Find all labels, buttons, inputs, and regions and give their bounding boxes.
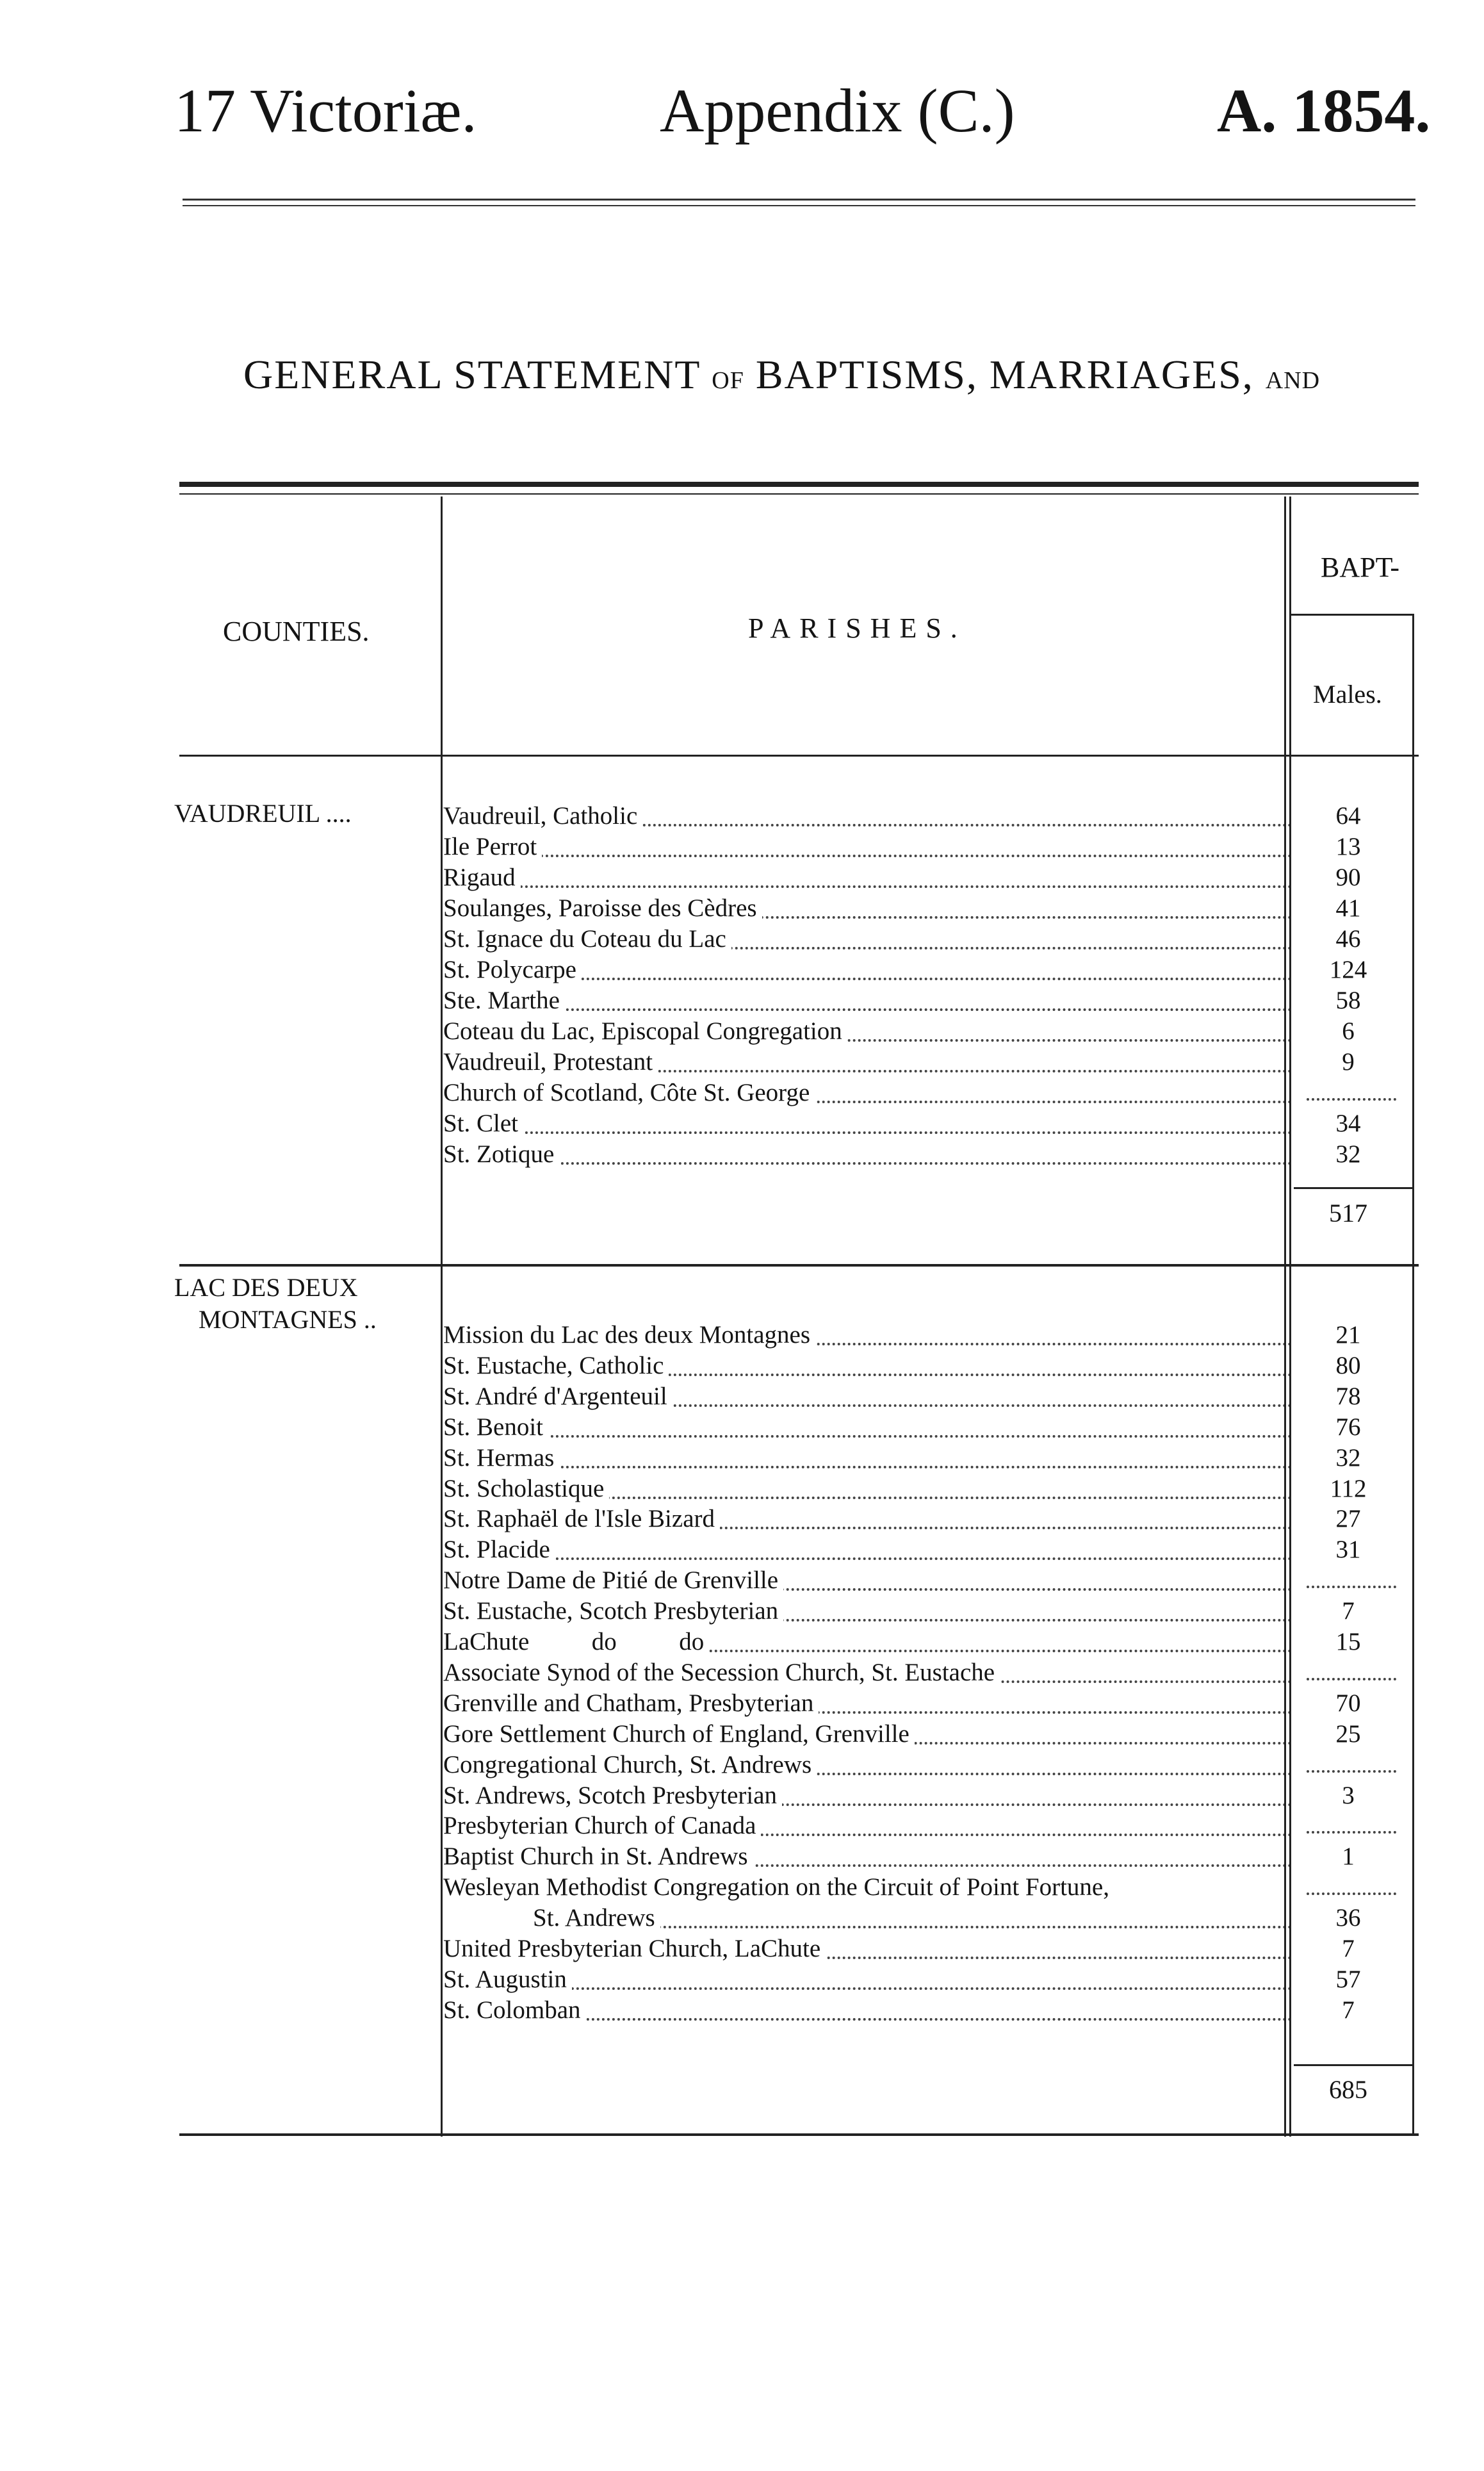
males-count: 80: [1335, 1352, 1361, 1379]
parish-name: [443, 1750, 1292, 1780]
parish-label: St. Andrews: [443, 1904, 660, 1932]
table-row: [443, 1078, 1292, 1108]
parish-label: Gore Settlement Church of England, Grenville: [443, 1720, 915, 1748]
parish-label: St. Augustin: [443, 1966, 572, 1993]
table-top-rule: [179, 482, 1419, 487]
males-count: [1300, 1657, 1396, 1688]
males-count: 124: [1329, 956, 1367, 983]
table-row: [443, 1964, 1292, 1995]
table-row: [443, 832, 1292, 862]
table-row: [443, 1474, 1292, 1504]
males-count: 78: [1335, 1383, 1361, 1410]
parish-name: [443, 1627, 1292, 1657]
parish-label: Associate Synod of the Secession Church, St. Eustache: [443, 1659, 1000, 1686]
parish-label: Ile Perrot: [443, 833, 542, 860]
parish-name: [443, 862, 1292, 893]
parish-name: [443, 1108, 1292, 1139]
parish-label: Soulanges, Paroisse des Cèdres: [443, 894, 762, 922]
parish-label: St. André d'Argenteuil: [443, 1383, 673, 1410]
males-count: 32: [1335, 1444, 1361, 1472]
parish-name: [443, 1872, 1292, 1903]
parish-label: St. Benoit: [443, 1413, 548, 1441]
table-row: [443, 924, 1292, 955]
parish-label: Wesleyan Methodist Congregation on the Circuit of Point Fortune,: [443, 1873, 1114, 1901]
parish-name: [443, 1964, 1292, 1995]
parish-name: [443, 985, 1292, 1016]
column-divider-parishes: [441, 497, 443, 2137]
males-count: 13: [1335, 833, 1361, 860]
parish-label: St. Colomban: [443, 1996, 586, 2024]
parish-name: [443, 801, 1292, 832]
parish-name: [443, 955, 1292, 985]
males-count: 15: [1335, 1628, 1361, 1655]
table-row: [443, 1320, 1292, 1350]
parish-name: [443, 1810, 1292, 1841]
parish-name: [443, 1596, 1292, 1627]
table-row: [443, 1381, 1292, 1412]
page-title: [243, 351, 1320, 398]
males-count: 64: [1335, 802, 1361, 830]
table-row: [443, 1780, 1292, 1811]
table-row: [443, 1596, 1292, 1627]
total-montagnes: 685: [1329, 2075, 1367, 2104]
section-divider: [179, 1264, 1419, 1267]
parish-name: [443, 1443, 1292, 1474]
title-part-4: AND: [1265, 367, 1321, 394]
parish-name: [443, 1139, 1292, 1170]
parish-name: [443, 1933, 1292, 1964]
parish-label: St. Andrews, Scotch Presbyterian: [443, 1782, 782, 1809]
males-count: 58: [1335, 987, 1361, 1014]
parish-label: St. Eustache, Scotch Presbyterian: [443, 1597, 783, 1625]
table-row: [443, 1995, 1292, 2026]
parish-label: St. Polycarpe: [443, 956, 582, 983]
males-count: 6: [1342, 1017, 1355, 1045]
table-row: [443, 1412, 1292, 1443]
table-row: [443, 1047, 1292, 1078]
parish-label: Notre Dame de Pitié de Grenville: [443, 1566, 783, 1594]
table-row: [443, 1688, 1292, 1719]
parish-label: Vaudreuil, Catholic: [443, 802, 642, 830]
parish-name: [443, 1412, 1292, 1443]
total-vaudreuil: 517: [1329, 1199, 1367, 1227]
table-top-rule-thin: [179, 493, 1419, 495]
title-part-3: BAPTISMS, MARRIAGES,: [744, 352, 1266, 397]
parish-label: St. Eustache, Catholic: [443, 1352, 669, 1379]
parish-label: Congregational Church, St. Andrews: [443, 1751, 817, 1778]
males-count: [1300, 1565, 1396, 1596]
column-divider-right: [1412, 615, 1414, 2133]
males-count: 21: [1335, 1321, 1361, 1349]
males-count: 90: [1335, 864, 1361, 891]
parish-name: [443, 1565, 1292, 1596]
table-row: [443, 985, 1292, 1016]
parish-name: [443, 1995, 1292, 2026]
males-count: 7: [1342, 1996, 1355, 2024]
table-row: [443, 1933, 1292, 1964]
parish-label: LaChute do do: [443, 1628, 709, 1655]
header-bottom-rule: [179, 755, 1419, 757]
parish-name: [443, 1688, 1292, 1719]
table-row: [443, 1504, 1292, 1534]
table-row: [443, 1810, 1292, 1841]
males-count: 57: [1335, 1966, 1361, 1993]
males-count: 36: [1335, 1904, 1361, 1932]
parish-label: St. Zotique: [443, 1140, 559, 1168]
parish-name: [443, 1903, 1292, 1933]
parish-name: [443, 924, 1292, 955]
header-rule-double: [183, 205, 1415, 206]
parish-label: Presbyterian Church of Canada: [443, 1812, 761, 1839]
table-row: [443, 1350, 1292, 1381]
males-count: 112: [1330, 1475, 1367, 1502]
parish-label: Mission du Lac des deux Montagnes: [443, 1321, 815, 1349]
males-count: 7: [1342, 1935, 1355, 1962]
table-row: [443, 1139, 1292, 1170]
parish-label: United Presbyterian Church, LaChute: [443, 1935, 826, 1962]
county-vaudreuil: VAUDREUIL ....: [174, 799, 352, 828]
males-count: 70: [1335, 1689, 1361, 1717]
parish-label: Baptist Church in St. Andrews: [443, 1843, 753, 1870]
parish-name: [443, 1841, 1292, 1872]
table-row: [443, 1872, 1292, 1903]
parish-label: St. Ignace du Coteau du Lac: [443, 925, 731, 953]
males-count: 34: [1335, 1110, 1361, 1137]
parish-name: [443, 1504, 1292, 1534]
parish-name: [443, 1657, 1292, 1688]
table-row: [443, 862, 1292, 893]
parish-name: [443, 893, 1292, 924]
parish-name: [443, 1016, 1292, 1047]
parish-label: Grenville and Chatham, Presbyterian: [443, 1689, 819, 1717]
parish-name: [443, 1719, 1292, 1750]
table-row: [443, 1750, 1292, 1780]
males-count: 9: [1342, 1048, 1355, 1076]
subtotal-rule-montagnes: [1294, 2064, 1412, 2066]
title-part-2: OF: [712, 367, 744, 394]
table-row: [443, 1016, 1292, 1047]
parish-label: Vaudreuil, Protestant: [443, 1048, 658, 1076]
running-header-right: A. 1854.: [1217, 76, 1431, 145]
parish-name: [443, 1780, 1292, 1811]
title-part-1: GENERAL STATEMENT: [243, 352, 712, 397]
parish-label: Ste. Marthe: [443, 987, 565, 1014]
males-count: 25: [1335, 1720, 1361, 1748]
parish-name: [443, 832, 1292, 862]
table-row: [443, 1719, 1292, 1750]
parish-label: St. Raphaël de l'Isle Bizard: [443, 1505, 720, 1532]
subheader-rule: [1289, 614, 1414, 616]
males-count: [1300, 1872, 1396, 1903]
table-row: [443, 893, 1292, 924]
males-count: 32: [1335, 1140, 1361, 1168]
table-row: [443, 955, 1292, 985]
running-header-left: 17 Victoriæ.: [174, 76, 477, 145]
males-count: 31: [1335, 1536, 1361, 1563]
males-count: 41: [1335, 894, 1361, 922]
parish-label: St. Placide: [443, 1536, 555, 1563]
table-row: [443, 1657, 1292, 1688]
males-count: 7: [1342, 1597, 1355, 1625]
column-header-counties: COUNTIES.: [223, 616, 370, 647]
parish-label: Rigaud: [443, 864, 521, 891]
parish-name: [443, 1474, 1292, 1504]
column-header-baptisms: BAPT-: [1321, 552, 1400, 583]
males-count: [1300, 1810, 1396, 1841]
males-count: [1300, 1750, 1396, 1780]
parish-label: St. Scholastique: [443, 1475, 609, 1502]
males-count: 1: [1342, 1843, 1355, 1870]
running-header-center: Appendix (C.): [660, 76, 1015, 145]
column-header-males: Males.: [1313, 680, 1382, 709]
parish-name: [443, 1350, 1292, 1381]
table-row: [443, 1108, 1292, 1139]
table-row: [443, 801, 1292, 832]
parish-label: Coteau du Lac, Episcopal Congregation: [443, 1017, 847, 1045]
parish-name: [443, 1320, 1292, 1350]
table-row: [443, 1841, 1292, 1872]
parish-label: St. Hermas: [443, 1444, 559, 1472]
parish-name: [443, 1381, 1292, 1412]
column-header-parishes: PARISHES.: [748, 612, 966, 644]
males-count: 46: [1335, 925, 1361, 953]
parish-name: [443, 1047, 1292, 1078]
parish-name: [443, 1078, 1292, 1108]
table-row: [443, 1903, 1292, 1933]
table-row: [443, 1565, 1292, 1596]
table-row: [443, 1534, 1292, 1565]
table-bottom-rule: [179, 2133, 1419, 2136]
males-count: 27: [1335, 1505, 1361, 1532]
parish-name: [443, 1534, 1292, 1565]
table-row: [443, 1443, 1292, 1474]
county-lac-des-deux-montagnes-line1: LAC DES DEUX: [174, 1273, 358, 1302]
parish-label: Church of Scotland, Côte St. George: [443, 1079, 815, 1106]
parish-label: St. Clet: [443, 1110, 523, 1137]
header-rule: [183, 199, 1415, 201]
table-row: [443, 1627, 1292, 1657]
subtotal-rule-vaudreuil: [1294, 1187, 1412, 1189]
county-lac-des-deux-montagnes-line2: MONTAGNES ..: [199, 1305, 377, 1334]
males-count: [1300, 1078, 1396, 1108]
males-count: 76: [1335, 1413, 1361, 1441]
males-count: 3: [1342, 1782, 1355, 1809]
